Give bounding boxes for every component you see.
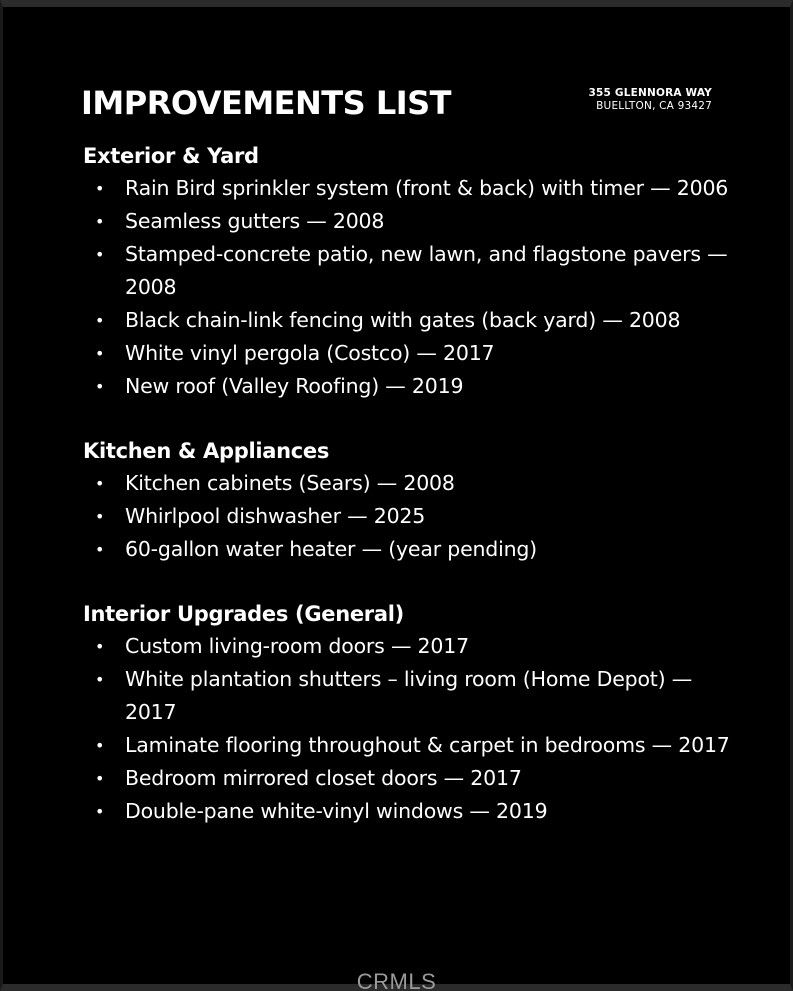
bullet-icon: • [95,311,105,330]
section-kitchen-appliances [83,436,743,566]
list-item [83,337,743,370]
item-text: Bedroom mirrored closet doors — 2017 [125,766,522,790]
list-item [83,729,743,762]
bullet-icon: • [95,377,105,396]
list-item [83,172,743,205]
address-street: 355 GLENNORA WAY [588,87,712,99]
list-item [83,500,743,533]
list-item [83,205,743,238]
item-text: Rain Bird sprinkler system (front & back) with timer — 2006 [125,176,729,200]
address-city: BUELLTON, CA 93427 [596,100,712,112]
list-item [83,630,743,663]
item-text: 60-gallon water heater — (year pending) [125,537,537,561]
bullet-icon: • [95,507,105,526]
list-item [83,762,743,795]
item-text: Custom living-room doors — 2017 [125,634,469,658]
improvements-content [83,141,743,861]
item-text: White vinyl pergola (Costco) — 2017 [125,341,495,365]
item-text: Kitchen cabinets (Sears) — 2008 [125,471,455,495]
bullet-icon: • [95,670,105,689]
crmls-watermark: CRMLS [356,969,437,991]
bullet-icon: • [95,179,105,198]
list-item [83,304,743,337]
item-text: White plantation shutters – living room (Home Depot) — 2017 [125,667,693,724]
list-item [83,238,743,304]
improvement-list [83,630,743,828]
item-text: Stamped-concrete patio, new lawn, and flagstone pavers — 2008 [125,242,728,299]
bullet-icon: • [95,344,105,363]
bullet-icon: • [95,769,105,788]
bullet-icon: • [95,637,105,656]
item-text: New roof (Valley Roofing) — 2019 [125,374,464,398]
list-item [83,795,743,828]
improvement-list [83,172,743,403]
section-exterior-yard [83,141,743,403]
list-item [83,467,743,500]
bullet-icon: • [95,212,105,231]
property-address [589,87,712,113]
bullet-icon: • [95,474,105,493]
item-text: Seamless gutters — 2008 [125,209,385,233]
improvement-list [83,467,743,566]
section-interior-upgrades [83,599,743,828]
section-heading: Interior Upgrades (General) [83,602,404,626]
item-text: Black chain-link fencing with gates (back yard) — 2008 [125,308,681,332]
bullet-icon: • [95,736,105,755]
section-heading: Kitchen & Appliances [83,439,330,463]
item-text: Double-pane white-vinyl windows — 2019 [125,799,548,823]
bullet-icon: • [95,245,105,264]
section-heading: Exterior & Yard [83,144,259,168]
page-title: IMPROVEMENTS LIST [81,84,451,122]
list-item [83,663,743,729]
list-item [83,533,743,566]
bullet-icon: • [95,540,105,559]
bullet-icon: • [95,802,105,821]
list-item [83,370,743,403]
item-text: Whirlpool dishwasher — 2025 [125,504,426,528]
item-text: Laminate flooring throughout & carpet in bedrooms — 2017 [125,733,730,757]
